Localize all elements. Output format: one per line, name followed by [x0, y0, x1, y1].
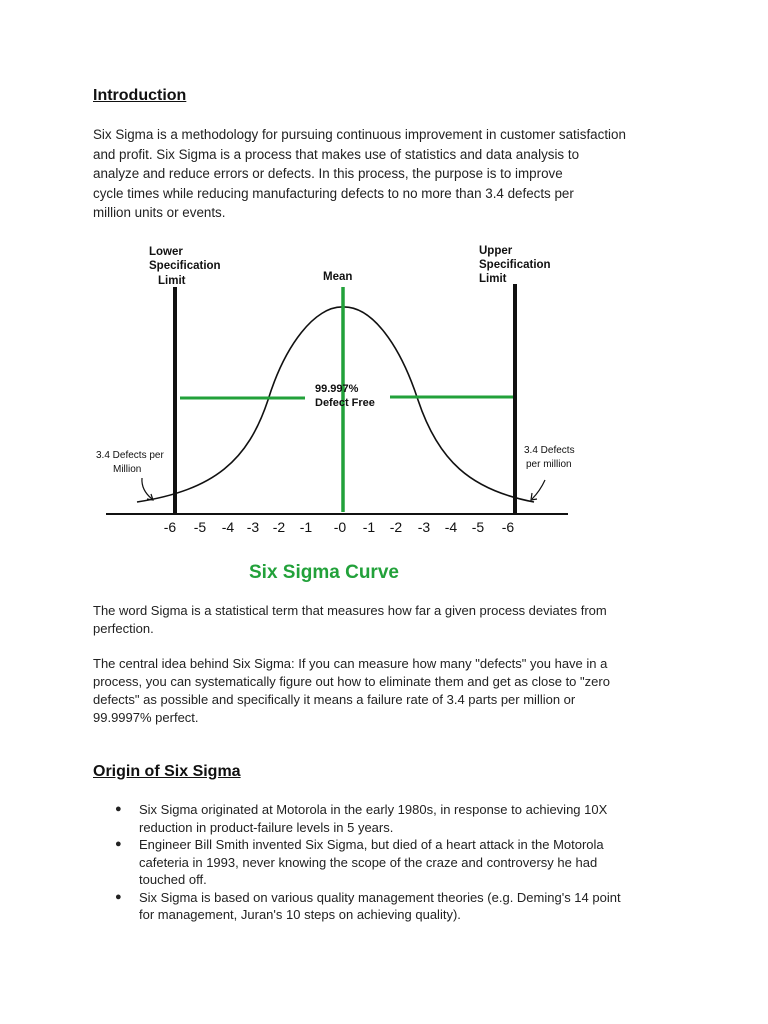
sigma-paragraph: [93, 602, 673, 638]
right-defects-label: 3.4 Defects per million: [524, 445, 575, 470]
defect-free-label: 99.997% Defect Free: [315, 383, 375, 409]
sigma-line: perfection.: [93, 621, 154, 636]
list-item: [93, 801, 683, 836]
list-item: [93, 889, 683, 924]
right-arrow: [532, 480, 545, 499]
list-item: [93, 836, 683, 889]
tick-label: -2: [389, 519, 403, 535]
central-idea-paragraph: [93, 655, 673, 727]
tick-label: -4: [444, 519, 458, 535]
tick-label: -5: [471, 519, 485, 535]
central-idea-line: The central idea behind Six Sigma: If you can measure how many "defects" you have in a: [93, 656, 608, 671]
tick-labels: [164, 519, 515, 535]
origin-heading: Origin of Six Sigma: [93, 763, 241, 780]
list-item-line: reduction in product-failure levels in 5 years.: [139, 819, 394, 835]
intro-paragraph: [93, 125, 673, 223]
bullet-icon: ●: [115, 890, 122, 903]
upper-spec-limit-label: Upper Specification Limit: [479, 245, 551, 285]
tick-label: -6: [501, 519, 515, 535]
bullet-icon: ●: [115, 803, 122, 815]
left-arrow: [142, 478, 152, 499]
tick-label: -3: [246, 519, 260, 535]
tick-label: -0: [333, 519, 347, 535]
tick-label: -1: [299, 519, 313, 535]
origin-list: [93, 801, 683, 924]
list-item-line: Six Sigma originated at Motorola in the early 1980s, in response to achieving 10X: [139, 802, 608, 817]
left-defects-label: 3.4 Defects per Million: [96, 450, 164, 475]
list-item-line: touched off.: [139, 872, 207, 887]
six-sigma-figure: [80, 236, 580, 586]
list-item-line: for management, Juran's 10 steps on achieving quality).: [139, 907, 461, 922]
mean-label: Mean: [323, 271, 353, 283]
central-idea-line: process, you can systematically figure out how to eliminate them and get as close to "zero: [93, 674, 610, 689]
intro-line: and profit. Six Sigma is a process that makes use of statistics and data analysis to: [93, 146, 580, 162]
tick-label: -5: [193, 519, 207, 535]
tick-label: -6: [163, 519, 177, 535]
intro-heading: Introduction: [93, 87, 187, 104]
intro-line: Six Sigma is a methodology for pursuing continuous improvement in customer satisfaction: [93, 127, 626, 142]
intro-line: cycle times while reducing manufacturing defects to no more than 3.4 defects per: [93, 185, 574, 201]
central-idea-line: defects" as possible and specifically it means a failure rate of 3.4 parts per million or: [93, 692, 576, 707]
tick-label: -1: [362, 519, 376, 535]
figure-caption: Six Sigma Curve: [249, 562, 399, 583]
intro-line: million units or events.: [93, 205, 226, 220]
tick-label: -3: [417, 519, 431, 535]
list-item-line: cafeteria in 1993, never knowing the scope of the craze and controversy he had: [139, 854, 598, 870]
sigma-line: The word Sigma is a statistical term that measures how far a given process deviates from: [93, 603, 607, 618]
tick-label: -4: [221, 519, 235, 535]
list-item-line: Engineer Bill Smith invented Six Sigma, but died of a heart attack in the Motorola: [139, 837, 604, 852]
intro-line: analyze and reduce errors or defects. In this process, the purpose is to improve: [93, 166, 563, 181]
tick-label: -2: [272, 519, 286, 535]
central-idea-line: 99.9997% perfect.: [93, 710, 199, 725]
bullet-icon: ●: [115, 838, 122, 850]
list-item-line: Six Sigma is based on various quality management theories (e.g. Deming's 14 point: [139, 889, 621, 905]
lower-spec-limit-label: Lower Specification Limit: [149, 246, 221, 287]
